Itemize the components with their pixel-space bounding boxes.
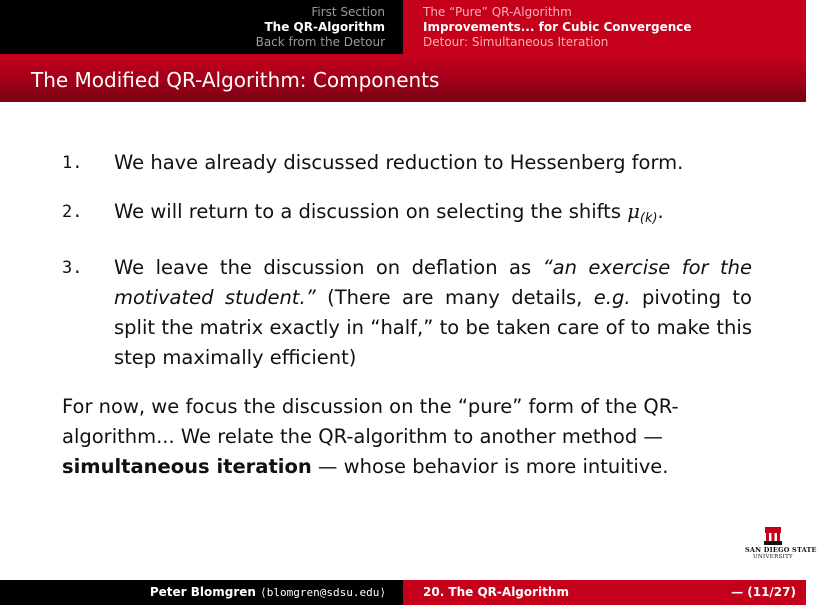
item-number: 3. bbox=[62, 258, 83, 278]
item-text-mid: (There are many details, bbox=[315, 286, 594, 309]
header-nav bbox=[0, 0, 806, 54]
item-text-pre: We will return to a discussion on selecting the shifts bbox=[114, 200, 628, 223]
slide-title: The Modified QR-Algorithm: Components bbox=[31, 68, 440, 92]
list-item bbox=[62, 148, 752, 178]
university-logo bbox=[745, 527, 817, 567]
list-item bbox=[62, 197, 752, 234]
footer bbox=[0, 580, 806, 605]
subsection-nav bbox=[403, 0, 806, 54]
para-post: — whose behavior is more intuitive. bbox=[311, 455, 669, 478]
item-text bbox=[114, 253, 752, 373]
footer-right bbox=[403, 580, 806, 605]
nav-subsection-pure[interactable]: The “Pure” QR-Algorithm bbox=[423, 5, 572, 19]
para-pre: For now, we focus the discussion on the “pure” form of the QR-algorithm... We relate the QR-algorithm to another method — bbox=[62, 395, 679, 448]
nav-section-qr[interactable]: The QR-Algorithm bbox=[264, 20, 385, 34]
item-text: We have already discussed reduction to Hessenberg form. bbox=[114, 151, 684, 174]
list-item bbox=[62, 253, 752, 373]
logo-line-2: UNIVERSITY bbox=[753, 554, 793, 560]
item-text bbox=[114, 197, 752, 234]
item-text-pre: We leave the discussion on deflation as bbox=[114, 256, 543, 279]
author-name: Peter Blomgren bbox=[149, 585, 256, 599]
author-email: ⟨blomgren@sdsu.edu⟩ bbox=[260, 586, 386, 599]
logo-line-1: SAN DIEGO STATE bbox=[745, 546, 817, 554]
nav-subsection-detour[interactable]: Detour: Simultaneous Iteration bbox=[423, 35, 609, 49]
item-number: 1. bbox=[62, 153, 83, 173]
mu-subscript: (k) bbox=[639, 211, 658, 226]
title-bar bbox=[0, 54, 806, 102]
section-nav bbox=[0, 0, 403, 54]
item-quote: “an exercise for the motivated student.” bbox=[114, 256, 752, 309]
summary-paragraph bbox=[62, 392, 752, 482]
logo-emblem-icon bbox=[764, 527, 782, 547]
footer-author bbox=[150, 585, 386, 599]
footer-talk-title: 20. The QR-Algorithm bbox=[423, 585, 569, 599]
item-number: 2. bbox=[62, 202, 83, 222]
mu-symbol: μ bbox=[627, 200, 640, 223]
item-eg: e.g. bbox=[593, 286, 631, 309]
nav-section-first[interactable]: First Section bbox=[311, 5, 385, 19]
slide-content bbox=[62, 148, 752, 482]
item-text-post: pivoting to split the matrix exactly in “half,” to be taken care of to make this step maximally efficient) bbox=[114, 286, 752, 369]
nav-subsection-improvements[interactable]: Improvements... for Cubic Convergence bbox=[423, 20, 692, 34]
para-bold: simultaneous iteration bbox=[62, 455, 312, 478]
page-number: — (11/27) bbox=[731, 585, 796, 599]
footer-left bbox=[0, 580, 403, 605]
item-text-post: . bbox=[657, 200, 664, 223]
nav-section-back[interactable]: Back from the Detour bbox=[255, 35, 385, 49]
